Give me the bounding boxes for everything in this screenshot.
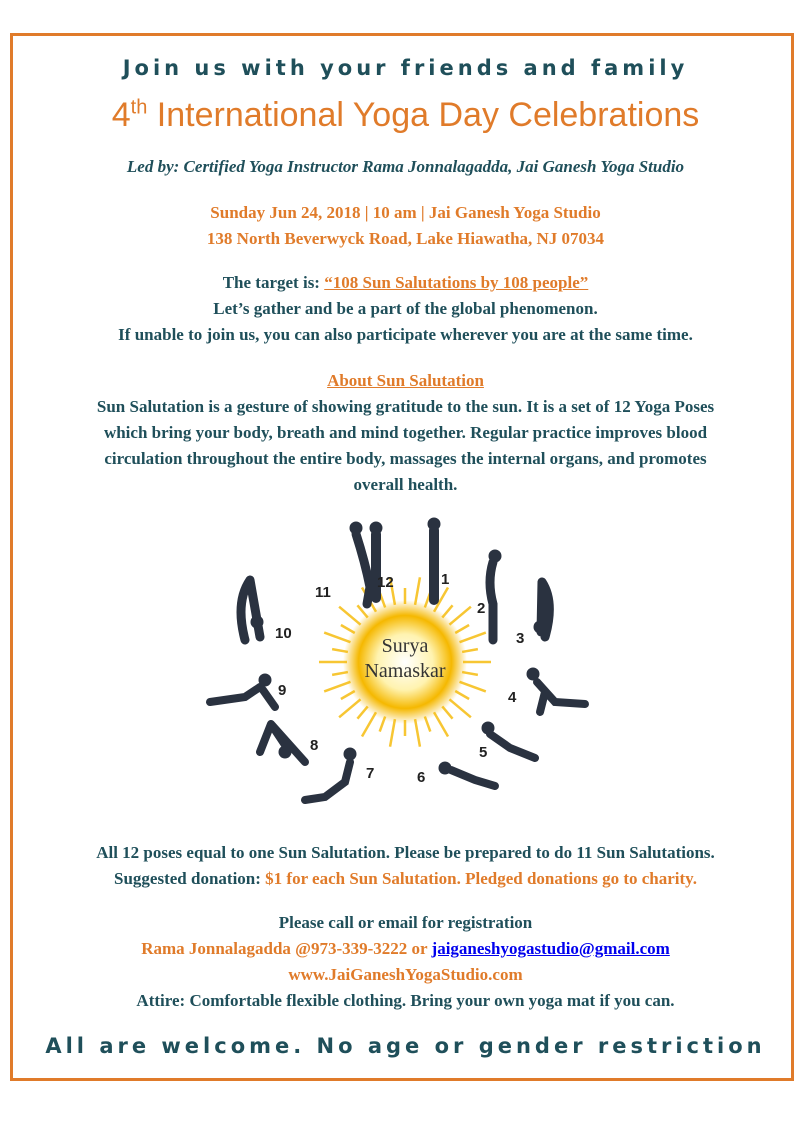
registration-section — [0, 910, 811, 1014]
pose-number-4: 4 — [508, 689, 517, 706]
target-prefix: The target is: — [222, 273, 325, 292]
target-section — [0, 270, 811, 348]
pose-number-3: 3 — [516, 630, 525, 647]
target-goal: “108 Sun Salutations by 108 people” — [324, 273, 589, 292]
sun-ray — [324, 633, 350, 643]
led-by-line: Led by: Certified Yoga Instructor Rama Jonnalagadda, Jai Ganesh Yoga Studio — [126, 157, 685, 176]
sun-ray — [390, 719, 395, 747]
sun-ray — [339, 607, 360, 625]
contact-line — [0, 936, 811, 962]
pose-number-1: 1 — [441, 571, 450, 588]
surya-namaskar-diagram — [205, 512, 605, 817]
poses-line: All 12 poses equal to one Sun Salutation. Please be prepared to do 11 Sun Salutations. — [96, 843, 715, 862]
pose-number-10: 10 — [275, 625, 292, 642]
about-section — [0, 368, 811, 498]
title-number: 4 — [111, 96, 131, 134]
sun-ray — [362, 712, 376, 736]
sun-ray — [449, 607, 470, 625]
pose-11-figure — [350, 522, 370, 604]
about-line: Sun Salutation is a gesture of showing gratitude to the sun. It is a set of 12 Yoga Poses — [96, 397, 715, 416]
about-line: overall health. — [353, 475, 458, 494]
event-date-line: Sunday Jun 24, 2018 | 10 am | Jai Ganesh Yoga Studio — [210, 203, 601, 222]
join-heading: Join us with your friends and family — [122, 56, 689, 80]
target-line-3: If unable to join us, you can also participate wherever you are at the same time. — [118, 325, 693, 344]
pose-number-5: 5 — [479, 744, 488, 761]
title-text: International Yoga Day Celebrations — [156, 96, 700, 134]
title-suffix: th — [130, 96, 148, 119]
pose-5-figure — [482, 722, 535, 758]
pose-number-11: 11 — [315, 584, 331, 601]
namaskar-label: Namaskar — [364, 660, 446, 682]
target-line-2: Let’s gather and be a part of the global phenomenon. — [213, 299, 598, 318]
event-details — [0, 200, 811, 252]
pose-number-8: 8 — [310, 737, 319, 754]
sun-ray — [434, 712, 448, 736]
registration-call-line: Please call or email for registration — [278, 913, 533, 932]
pose-number-9: 9 — [278, 682, 287, 699]
sun-ray — [460, 633, 486, 643]
details-section — [0, 840, 811, 892]
sun-ray — [415, 577, 420, 605]
pose-3-figure — [534, 582, 549, 637]
contact-prefix: Rama Jonnalagadda @973-339-3222 or — [141, 939, 432, 958]
pose-number-6: 6 — [417, 769, 426, 786]
pose-2-figure — [489, 550, 501, 640]
sun-ray — [449, 699, 470, 717]
pose-7-figure — [305, 748, 356, 800]
pose-4-figure — [527, 668, 585, 712]
sun-ray — [339, 699, 360, 717]
website-line[interactable]: www.JaiGaneshYogaStudio.com — [288, 965, 523, 984]
email-link[interactable]: jaiganeshyogastudio@gmail.com — [431, 939, 670, 958]
sun-ray — [324, 682, 350, 692]
pose-1-figure — [428, 518, 440, 600]
pose-10-figure — [241, 580, 263, 640]
donation-line — [0, 866, 811, 892]
pose-number-7: 7 — [366, 765, 375, 782]
about-heading: About Sun Salutation — [327, 371, 484, 390]
pose-9-figure — [210, 674, 275, 707]
target-line — [0, 270, 811, 296]
donation-prefix: Suggested donation: — [114, 869, 266, 888]
pose-number-12: 12 — [377, 574, 394, 591]
welcome-footer: All are welcome. No age or gender restriction — [45, 1034, 766, 1058]
pose-6-figure — [439, 762, 495, 786]
donation-text: $1 for each Sun Salutation. Pledged donations go to charity. — [265, 869, 697, 888]
sun-ray — [460, 682, 486, 692]
about-line: circulation throughout the entire body, massages the internal organs, and promotes — [104, 449, 707, 468]
attire-line: Attire: Comfortable flexible clothing. Bring your own yoga mat if you can. — [136, 991, 675, 1010]
event-address-line: 138 North Beverwyck Road, Lake Hiawatha, NJ 07034 — [206, 229, 605, 248]
sun-ray — [415, 719, 420, 747]
surya-label: Surya — [381, 635, 429, 657]
pose-number-2: 2 — [477, 600, 486, 617]
event-title — [0, 96, 811, 135]
pose-8-figure — [260, 724, 305, 762]
about-line: which bring your body, breath and mind together. Regular practice improves blood — [103, 423, 708, 442]
